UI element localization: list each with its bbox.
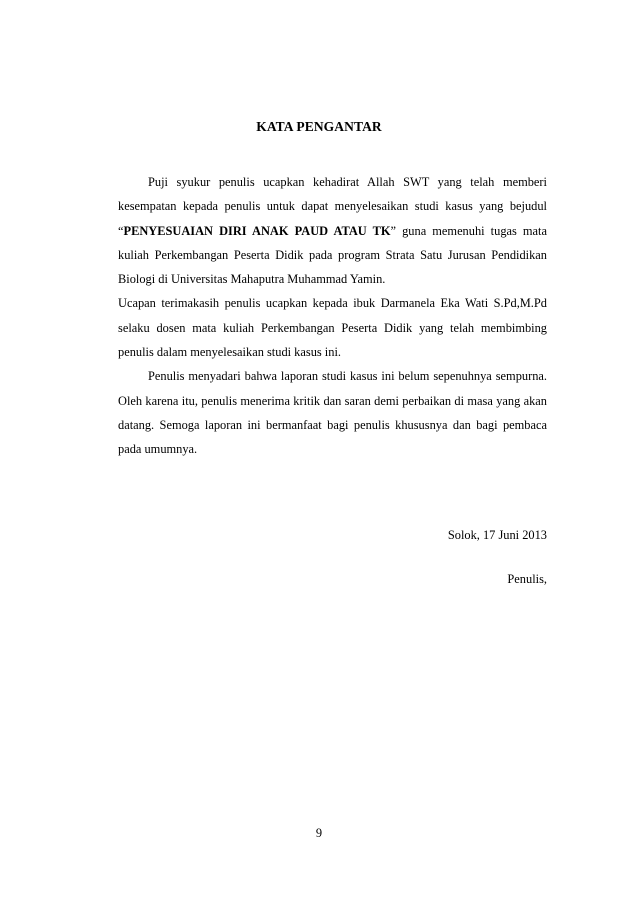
paragraph-intro-after: ” guna memenuhi tugas mata kuliah Perkembangan Peserta Didik pada program Strata Satu Jurusan Pendidikan Biologi di Universitas Mahaputra Muhammad Yamin. <box>118 223 547 287</box>
paragraph-thanks: Ucapan terimakasih penulis ucapkan kepada ibuk Darmanela Eka Wati S.Pd,M.Pd selaku dosen mata kuliah Perkembangan Peserta Didik yang telah membimbing penulis dalam menyelesaikan studi kasus ini. <box>118 296 547 360</box>
document-body <box>118 170 547 462</box>
page-title: KATA PENGANTAR <box>256 119 382 134</box>
paragraph-intro <box>118 170 547 291</box>
paragraph-intro-before: Puji syukur penulis ucapkan kehadirat Allah SWT yang telah memberi kesempatan kepada penulis untuk dapat menyelesaikan studi kasus yang bejudul “ <box>118 175 547 238</box>
page-number: 9 <box>315 826 323 840</box>
signature-place-date: Solok, 17 Juni 2013 <box>447 528 547 542</box>
paragraph-closing: Penulis menyadari bahwa laporan studi kasus ini belum sepenuhnya sempurna. Oleh karena itu, penulis menerima kritik dan saran demi perbaikan di masa yang akan datang. Semoga laporan ini bermanfaat bagi penulis khususnya dan bagi pembaca pada umumnya. <box>118 369 547 457</box>
study-title: PENYESUAIAN DIRI ANAK PAUD ATAU TK <box>123 223 391 238</box>
signature-author: Penulis, <box>507 572 547 586</box>
